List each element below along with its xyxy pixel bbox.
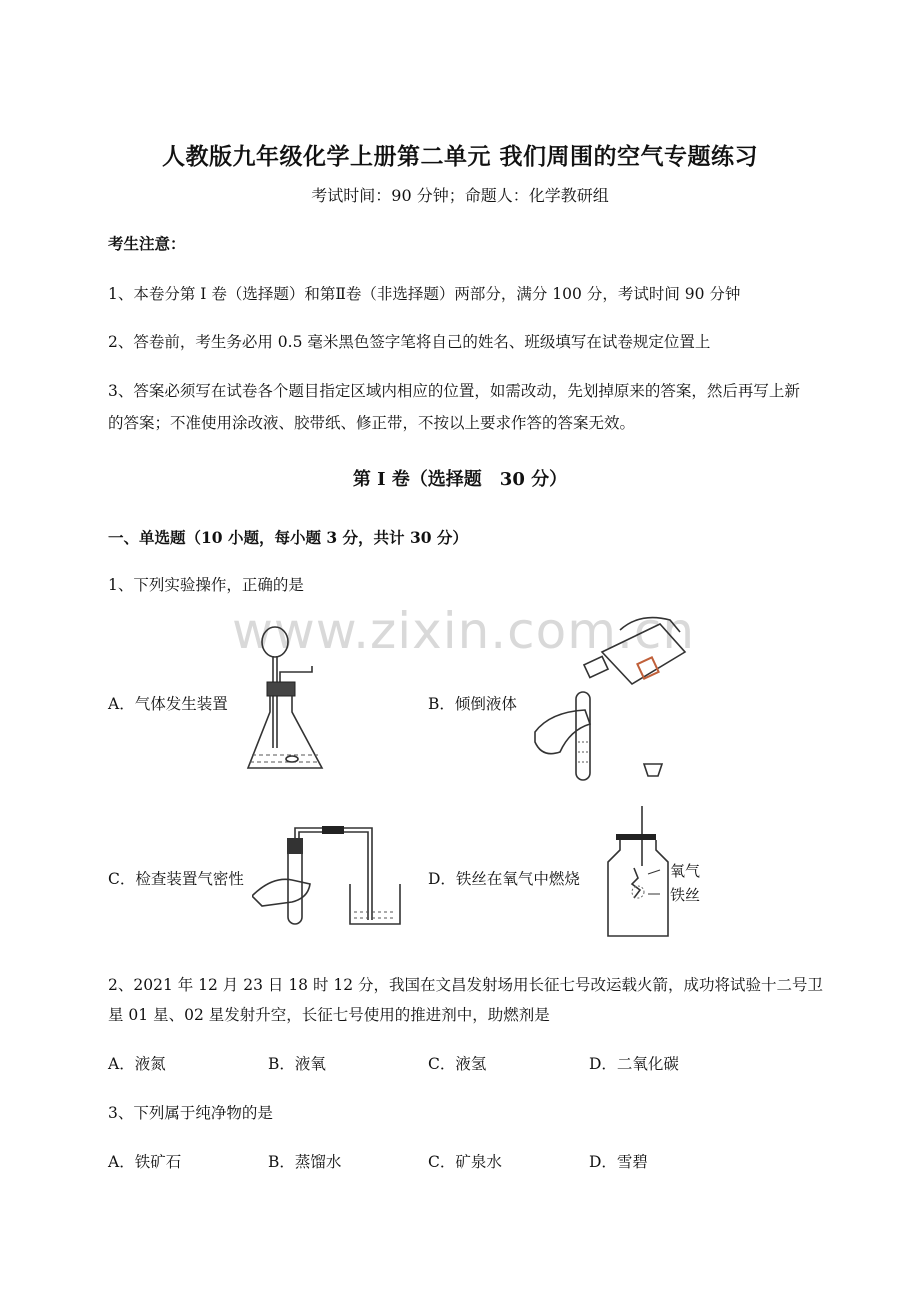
question-3-option-c: C．矿泉水 [428,1153,502,1171]
gas-generator-figure [240,620,330,775]
pouring-liquid-figure [530,612,690,787]
question-1-option-b: B．倾倒液体 [428,695,517,713]
question-2-option-a: A．液氮 [108,1055,166,1073]
notice-item-2: 2、答卷前，考生务必用 0.5 毫米黑色签字笔将自己的姓名、班级填写在试卷规定位置上 [108,333,711,351]
iron-wire-combustion-figure [600,806,680,938]
question-1-option-c: C．检查装置气密性 [108,870,244,888]
question-2-option-b: B．液氧 [268,1055,326,1073]
airtightness-check-figure [252,820,412,932]
notice-heading: 考生注意： [108,234,186,253]
question-3-option-b: B．蒸馏水 [268,1153,342,1171]
iron-wire-label: 铁丝 [670,886,701,904]
watermark: www.zixin.com.cn [232,602,696,660]
question-1-option-a: A．气体发生装置 [108,695,228,713]
notice-item-3-line-2: 的答案；不准使用涂改液、胶带纸、修正带，不按以上要求作答的答案无效。 [108,414,636,432]
question-3-option-d: D．雪碧 [589,1153,648,1171]
part-heading: 一、单选题（10 小题，每小题 3 分，共计 30 分） [108,528,468,547]
question-2-option-d: D．二氧化碳 [589,1055,679,1073]
question-3-option-a: A．铁矿石 [108,1153,182,1171]
question-1-stem: 1、下列实验操作，正确的是 [108,576,304,594]
question-2-stem-line-2: 星 01 星、02 星发射升空，长征七号使用的推进剂中，助燃剂是 [108,1006,550,1024]
oxygen-label: 氧气 [670,862,701,880]
page-title: 人教版九年级化学上册第二单元 我们周围的空气专题练习 [161,143,758,170]
question-1-option-d: D．铁丝在氧气中燃烧 [428,870,580,888]
question-3-stem: 3、下列属于纯净物的是 [108,1104,273,1122]
notice-item-3-line-1: 3、答案必须写在试卷各个题目指定区域内相应的位置，如需改动，先划掉原来的答案，然后再写上新 [108,382,800,400]
section-title: 第 I 卷（选择题 30 分） [352,469,568,490]
question-2-option-c: C．液氢 [428,1055,487,1073]
notice-item-1: 1、本卷分第 I 卷（选择题）和第Ⅱ卷（非选择题）两部分，满分 100 分，考试时间 90 分钟 [108,285,741,303]
exam-info: 考试时间：90 分钟；命题人：化学教研组 [311,186,609,205]
question-2-stem-line-1: 2、2021 年 12 月 23 日 18 时 12 分，我国在文昌发射场用长征七号改运载火箭，成功将试验十二号卫 [108,976,824,994]
